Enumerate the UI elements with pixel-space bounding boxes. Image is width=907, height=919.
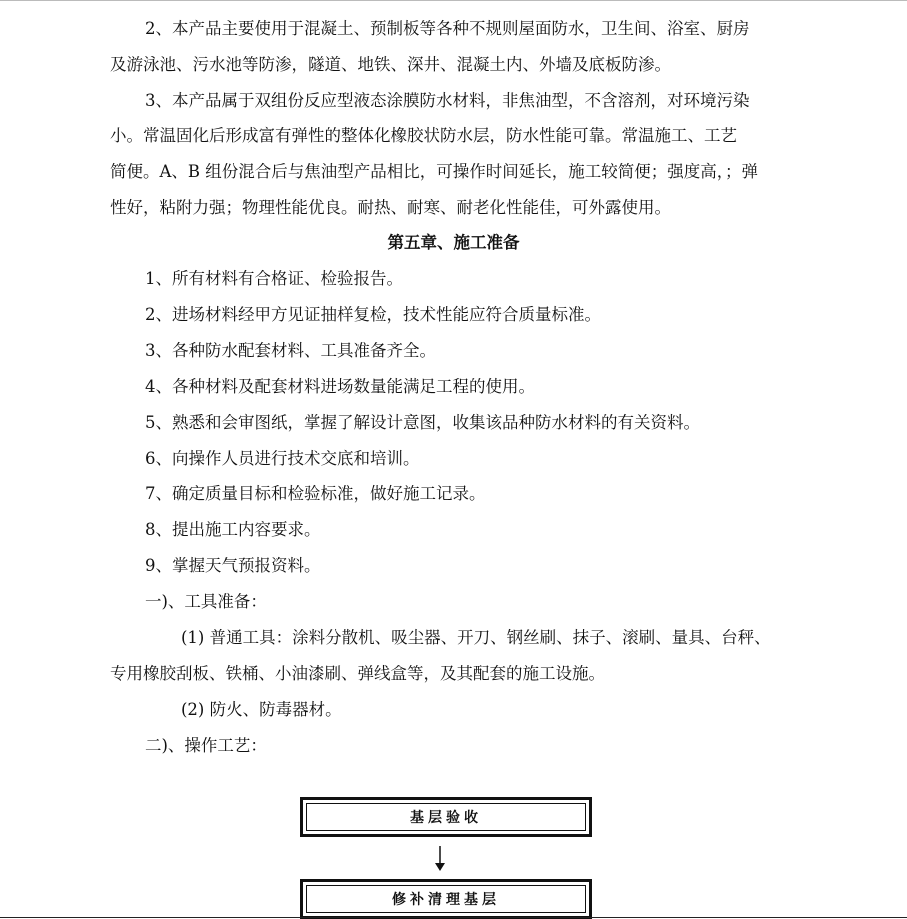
flow-step-1-label: 基层验收 bbox=[306, 803, 586, 831]
paragraph-3-line-3: 简便。A、B 组份混合后与焦油型产品相比，可操作时间延长，施工较简便；强度高，；弹 bbox=[110, 162, 759, 181]
process-heading: 二)、操作工艺： bbox=[145, 736, 267, 755]
prep-item-2: 2、进场材料经甲方见证抽样复检，技术性能应符合质量标准。 bbox=[145, 305, 601, 324]
bottom-border bbox=[0, 917, 907, 918]
prep-item-1: 1、所有材料有合格证、检验报告。 bbox=[145, 269, 403, 288]
tools-item-2: (2) 防火、防毒器材。 bbox=[181, 700, 342, 719]
prep-item-7: 7、确定质量目标和检验标准，做好施工记录。 bbox=[145, 484, 486, 503]
flow-step-1-box bbox=[300, 797, 592, 837]
flow-arrow-down-icon bbox=[433, 846, 447, 872]
top-border bbox=[0, 0, 907, 1]
tools-item-1-line-2: 专用橡胶刮板、铁桶、小油漆刷、弹线盒等，及其配套的施工设施。 bbox=[110, 664, 605, 683]
chapter-title: 第五章、施工准备 bbox=[387, 233, 520, 252]
paragraph-3-line-1: 3、本产品属于双组份反应型液态涂膜防水材料，非焦油型，不含溶剂，对环境污染 bbox=[145, 91, 750, 110]
flow-step-2-label: 修补清理基层 bbox=[306, 885, 586, 913]
paragraph-2-line-1: 2、本产品主要使用于混凝土、预制板等各种不规则屋面防水，卫生间、浴室、厨房 bbox=[145, 19, 750, 38]
prep-item-9: 9、掌握天气预报资料。 bbox=[145, 556, 321, 575]
paragraph-3-line-2: 小。常温固化后形成富有弹性的整体化橡胶状防水层，防水性能可靠。常温施工、工艺 bbox=[110, 126, 737, 145]
tools-item-1-line-1: (1) 普通工具：涂料分散机、吸尘器、开刀、钢丝刷、抹子、滚刷、量具、台秤、 bbox=[181, 628, 771, 647]
prep-item-3: 3、各种防水配套材料、工具准备齐全。 bbox=[145, 341, 436, 360]
paragraph-3-line-4: 性好，粘附力强；物理性能优良。耐热、耐寒、耐老化性能佳，可外露使用。 bbox=[110, 198, 671, 217]
paragraph-2-line-2: 及游泳池、污水池等防渗，隧道、地铁、深井、混凝土内、外墙及底板防渗。 bbox=[110, 55, 671, 74]
prep-item-8: 8、提出施工内容要求。 bbox=[145, 520, 321, 539]
prep-item-6: 6、向操作人员进行技术交底和培训。 bbox=[145, 449, 420, 468]
prep-item-5: 5、熟悉和会审图纸，掌握了解设计意图，收集该品种防水材料的有关资料。 bbox=[145, 413, 700, 432]
prep-item-4: 4、各种材料及配套材料进场数量能满足工程的使用。 bbox=[145, 377, 535, 396]
flow-step-2-box bbox=[300, 879, 592, 919]
tools-heading: 一)、工具准备： bbox=[145, 592, 267, 611]
